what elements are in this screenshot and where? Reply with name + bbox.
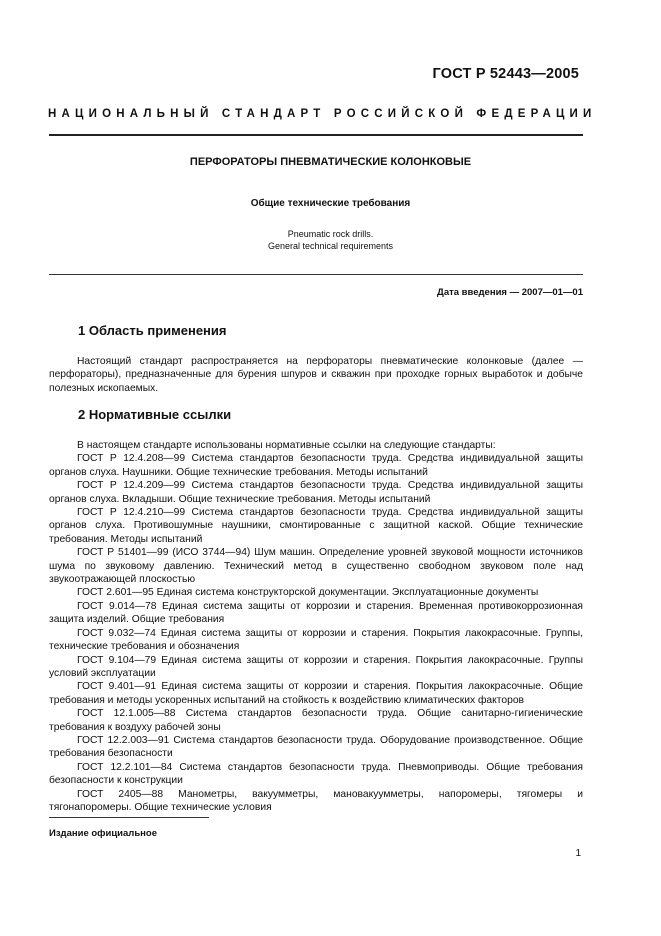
reference-item: ГОСТ 9.014—78 Единая система защиты от коррозии и старения. Временная противокоррозионная защита изделий. Общие требования	[49, 600, 583, 626]
reference-item: ГОСТ Р 12.4.208—99 Система стандартов безопасности труда. Средства индивидуальной защиты органов слуха. Наушники. Общие технические требования. Методы испытаний	[49, 453, 583, 478]
reference-item: ГОСТ 12.2.003—91 Система стандартов безопасности труда. Оборудование производственное. Общие требования безопасности	[49, 734, 583, 760]
english-title-line-1: Pneumatic rock drills.	[287, 229, 374, 239]
section-2-body	[49, 439, 583, 814]
paragraph: В настоящем стандарте использованы нормативные ссылки на следующие стандарты:	[77, 440, 496, 451]
document-subtitle: Общие технические требования	[250, 198, 411, 209]
reference-item: ГОСТ 2405—88 Манометры, вакуумметры, мановакуумметры, напоромеры, тягомеры и тягонапоромеры. Общие технические условия	[49, 788, 583, 813]
reference-item: ГОСТ Р 12.4.210—99 Система стандартов безопасности труда. Средства индивидуальной защиты органов слуха. Противошумные наушники, смонтированные с защитной каской. Общие технические требования. Методы испытаний	[49, 507, 583, 545]
paragraph: Настоящий стандарт распространяется на перфораторы пневматические колонковые (далее — перфораторы), предназначенные для бурения шпуров и скважин при проходке горных выработок и добыче полезных ископаемых.	[49, 356, 583, 394]
introduction-date: Дата введения — 2007—01—01	[437, 287, 583, 298]
section-1-body	[49, 355, 583, 395]
document-title: ПЕРФОРАТОРЫ ПНЕВМАТИЧЕСКИЕ КОЛОНКОВЫЕ	[189, 156, 472, 168]
reference-item: ГОСТ 9.032—74 Единая система защиты от коррозии и старения. Покрытия лакокрасочные. Группы, технические требования и обозначения	[49, 627, 583, 653]
page-number: 1	[575, 848, 581, 859]
english-title-line-2: General technical requirements	[267, 241, 394, 251]
reference-item: ГОСТ 12.1.005—88 Система стандартов безопасности труда. Общие санитарно-гигиенические требования к воздуху рабочей зоны	[49, 708, 583, 733]
official-edition-note: Издание официальное	[49, 828, 157, 839]
section-2-heading: 2 Нормативные ссылки	[78, 407, 232, 422]
footer-divider	[49, 817, 209, 818]
title-divider	[49, 274, 583, 275]
english-title	[0, 228, 661, 252]
reference-item: ГОСТ Р 51401—99 (ИСО 3744—94) Шум машин. Определение уровней звуковой мощности источников шума по звуковому давлению. Технический метод в существенно свободном звуковом поле над звукоотражающей плоскостью	[49, 547, 583, 586]
reference-item: ГОСТ 9.401—91 Единая система защиты от коррозии и старения. Покрытия лакокрасочные. Общие требования и методы ускоренных испытаний на стойкость к воздействию климатических факторов	[49, 681, 583, 706]
reference-item: ГОСТ 2.601—95 Единая система конструкторской документации. Эксплуатационные документы	[77, 587, 539, 599]
header-divider	[49, 134, 583, 136]
document-number: ГОСТ Р 52443—2005	[432, 66, 579, 82]
section-1-heading: 1 Область применения	[78, 323, 227, 338]
reference-item: ГОСТ Р 12.4.209—99 Система стандартов безопасности труда. Средства индивидуальной защиты органов слуха. Вкладыши. Общие технические требования. Методы испытаний	[49, 480, 583, 505]
reference-item: ГОСТ 12.2.101—84 Система стандартов безопасности труда. Пневмоприводы. Общие требования безопасности к конструкции	[49, 761, 583, 787]
national-standard-banner: НАЦИОНАЛЬНЫЙ СТАНДАРТ РОССИЙСКОЙ ФЕДЕРАЦИИ	[48, 108, 597, 120]
reference-item: ГОСТ 9.104—79 Единая система защиты от коррозии и старения. Покрытия лакокрасочные. Группы условий эксплуатации	[49, 654, 583, 679]
